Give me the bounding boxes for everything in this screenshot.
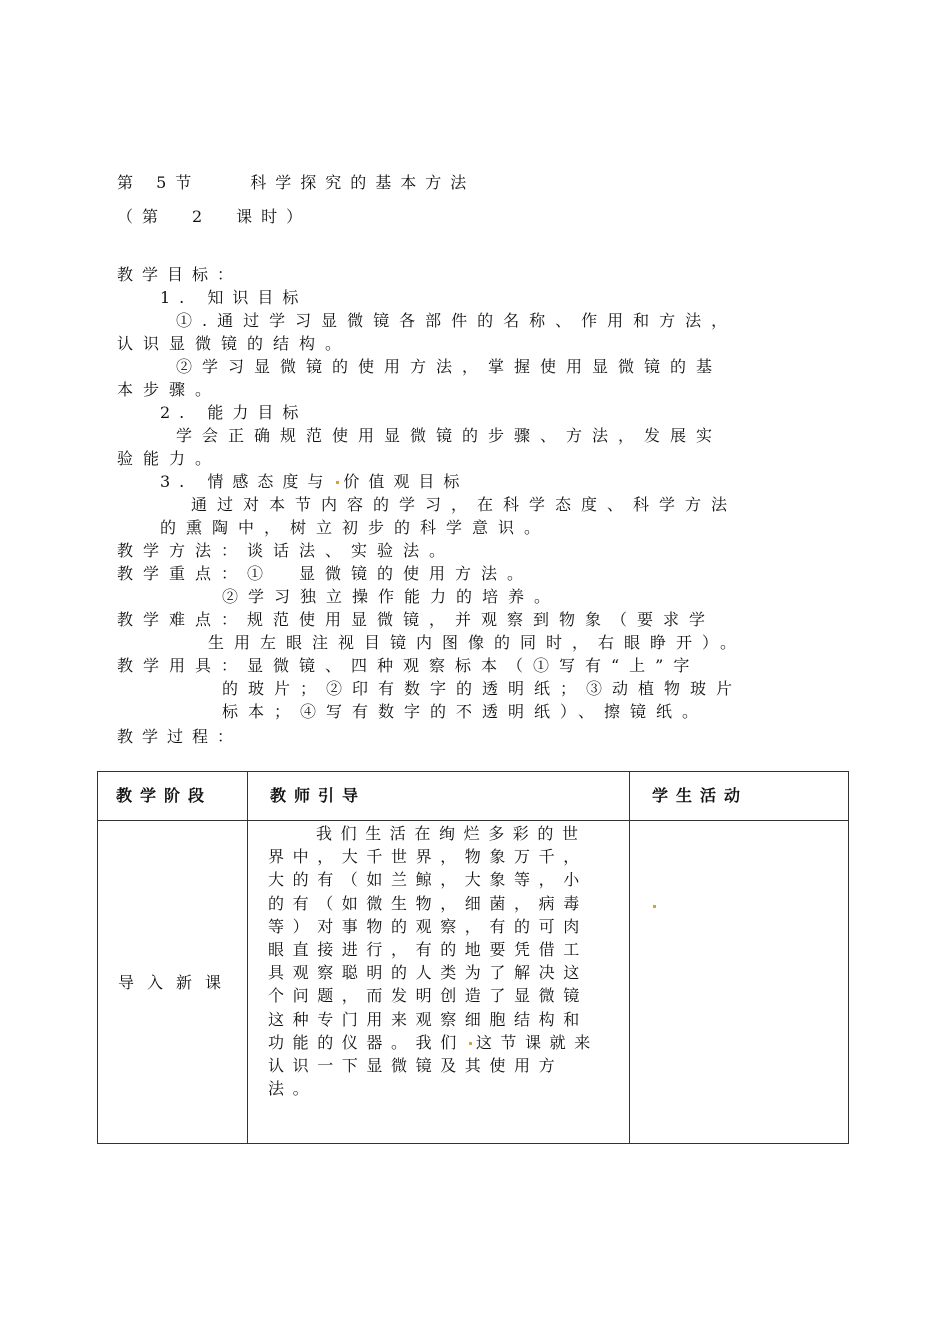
column-divider <box>629 772 630 1143</box>
mark-dot <box>653 905 656 908</box>
obj3-heading <box>160 470 468 493</box>
key-points-line1: 教学重点：① 显微镜的使用方法。 <box>117 564 534 583</box>
tools-line2: 的玻片；②印有数字的透明纸；③动植物玻片 <box>222 679 743 698</box>
mark-dot <box>469 1042 472 1045</box>
objectives-heading: 教学目标： <box>117 265 243 284</box>
obj1-item2-line1: ②学习显微镜的使用方法，掌握使用显微镜的基 <box>176 357 723 376</box>
obj1-item1-line1: ①.通过学习显微镜各部件的名称、作用和方法， <box>176 311 738 330</box>
obj3-heading-part1: 3. 情感态度与 <box>160 472 333 491</box>
obj1-heading: 1. 知识目标 <box>160 288 308 307</box>
obj3-heading-part2: 价值观目标 <box>343 472 469 491</box>
difficulty-line2: 生用左眼注视目镜内图像的同时，右眼睁开）。 <box>208 633 747 652</box>
header-divider <box>98 820 848 821</box>
obj3-text-line2: 的熏陶中，树立初步的科学意识。 <box>160 518 551 537</box>
header-student-activity: 学生活动 <box>652 786 749 805</box>
tools-line1: 教学用具：显微镜、四种观察标本（①写有“上”字 <box>117 656 700 675</box>
obj1-item1-line2: 认识显微镜的结构。 <box>117 334 352 353</box>
page-title: 第 5节 科学探究的基本方法 <box>117 173 476 192</box>
teacher-guide-cell <box>268 822 608 1100</box>
obj1-item2-line2: 本步骤。 <box>117 380 222 399</box>
teaching-process-table <box>97 771 849 1144</box>
obj2-text-line2: 验能力。 <box>117 449 222 468</box>
mark-dot <box>336 481 339 484</box>
obj3-text-line1: 通过对本节内容的学习，在科学态度、科学方法 <box>191 495 738 514</box>
key-points-line2: ②学习独立操作能力的培养。 <box>222 587 561 606</box>
obj2-heading: 2. 能力目标 <box>160 403 308 422</box>
process-heading: 教学过程： <box>117 727 243 746</box>
stage-cell: 导入新课 <box>118 973 235 992</box>
tools-line3: 标本；④写有数字的不透明纸）、擦镜纸。 <box>222 702 709 721</box>
header-stage: 教学阶段 <box>116 786 213 805</box>
column-divider <box>247 772 248 1143</box>
teaching-methods: 教学方法：谈话法、实验法。 <box>117 541 456 560</box>
guide-text-part2: 这节课就来认识一下显微镜及其使用方法。 <box>268 1032 599 1099</box>
difficulty-line1: 教学难点：规范使用显微镜，并观察到物象（要求学 <box>117 610 716 629</box>
header-teacher-guide: 教师引导 <box>270 786 367 805</box>
student-activity-cell <box>649 894 660 917</box>
lesson-period: （第 2 课时） <box>117 207 312 226</box>
obj2-text-line1: 学会正确规范使用显微镜的步骤、方法，发展实 <box>176 426 723 445</box>
guide-text-part1: 我们生活在绚烂多彩的世界中，大千世界，物象万千，大的有（如兰鲸，大象等，小的有（如微生物，细菌，病毒等）对事物的观察，有的可肉眼直接进行，有的地要凭借工具观察聪明的人类为了解决这个问题，而发明创造了显微镜这种专门用来观察细胞结构和功能的仪器。我们 <box>268 824 588 1052</box>
